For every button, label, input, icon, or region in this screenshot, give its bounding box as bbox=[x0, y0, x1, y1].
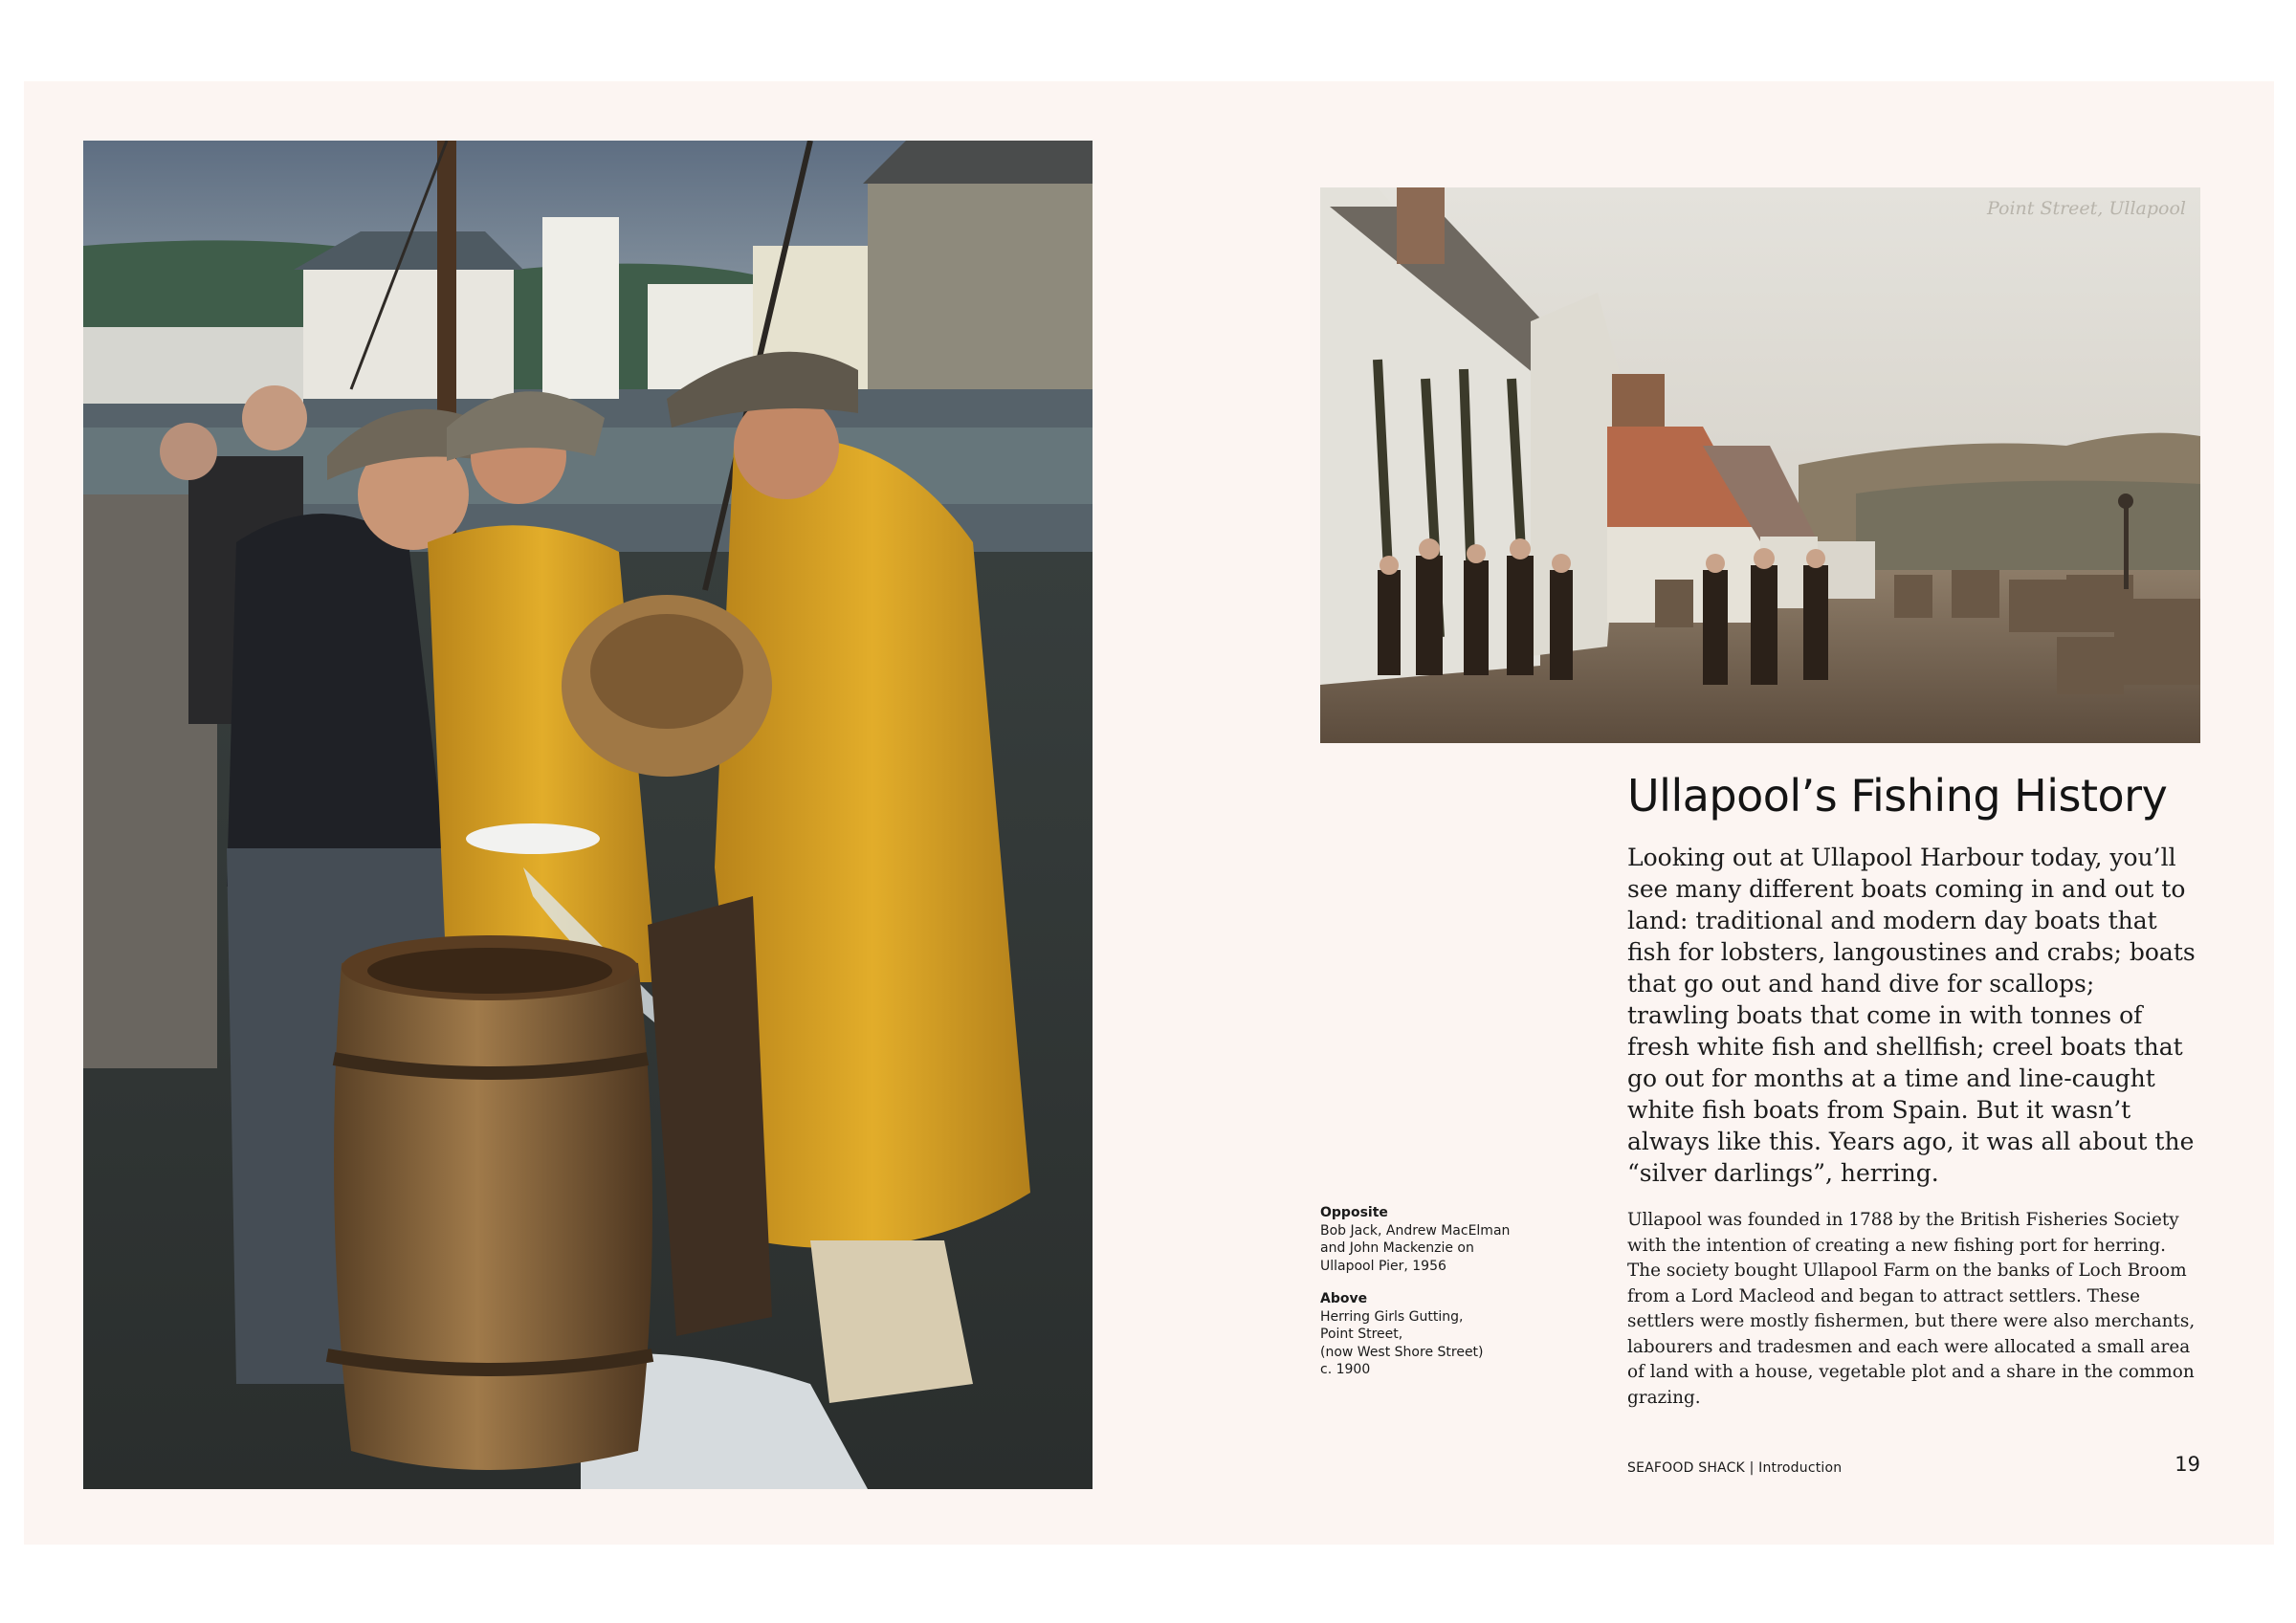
caption-opposite-line: Bob Jack, Andrew MacElman bbox=[1320, 1222, 1511, 1239]
running-footer: SEAFOOD SHACK | Introduction bbox=[1627, 1460, 1843, 1476]
postcard-inscription: Point Street, Ullapool bbox=[1987, 198, 2186, 219]
magazine-spread bbox=[24, 81, 2274, 1545]
caption-above-line: c. 1900 bbox=[1320, 1362, 1371, 1377]
caption-opposite-heading: Opposite bbox=[1320, 1205, 1388, 1220]
caption-above bbox=[1320, 1290, 1540, 1379]
lead-paragraph: Looking out at Ullapool Harbour today, you’ll see many different boats coming in and out to land: traditional and modern day boats that fish for lobsters, langoustines and crabs; boats that go out and hand dive for scallops; trawling boats that come in with tonnes of fresh white fish and shellfish; creel boats that go out for months at a time and line-caught white fish boats from Spain. But it wasn’t always like this. Years ago, it was all about the “silver darlings”, herring. bbox=[1627, 844, 2196, 1187]
body-paragraph: Ullapool was founded in 1788 by the British Fisheries Society with the intention of creating a new fishing port for herring. The society bought Ullapool Farm on the banks of Loch Broom from a Lord Macleod and began to attract settlers. These settlers were mostly fishermen, but there were also merchants, labourers and tradesmen and each were allocated a small area of land with a house, vegetable plot and a share in the common grazing. bbox=[1627, 1210, 2196, 1408]
caption-above-heading: Above bbox=[1320, 1291, 1368, 1306]
point-street-illustration bbox=[1320, 187, 2200, 743]
caption-above-line: Point Street, bbox=[1320, 1327, 1403, 1342]
caption-opposite bbox=[1320, 1204, 1540, 1275]
fishermen-photo bbox=[83, 141, 1093, 1489]
page-number: 19 bbox=[2175, 1453, 2200, 1476]
photo-captions bbox=[1320, 1204, 1540, 1394]
herring-girls-photo bbox=[1320, 187, 2200, 743]
caption-above-line: (now West Shore Street) bbox=[1320, 1344, 1484, 1360]
caption-opposite-line: Ullapool Pier, 1956 bbox=[1320, 1258, 1446, 1274]
caption-opposite-line: and John Mackenzie on bbox=[1320, 1240, 1474, 1256]
caption-above-line: Herring Girls Gutting, bbox=[1320, 1308, 1464, 1325]
article-title: Ullapool’s Fishing History bbox=[1627, 770, 2168, 822]
fishermen-illustration bbox=[83, 141, 1093, 1489]
